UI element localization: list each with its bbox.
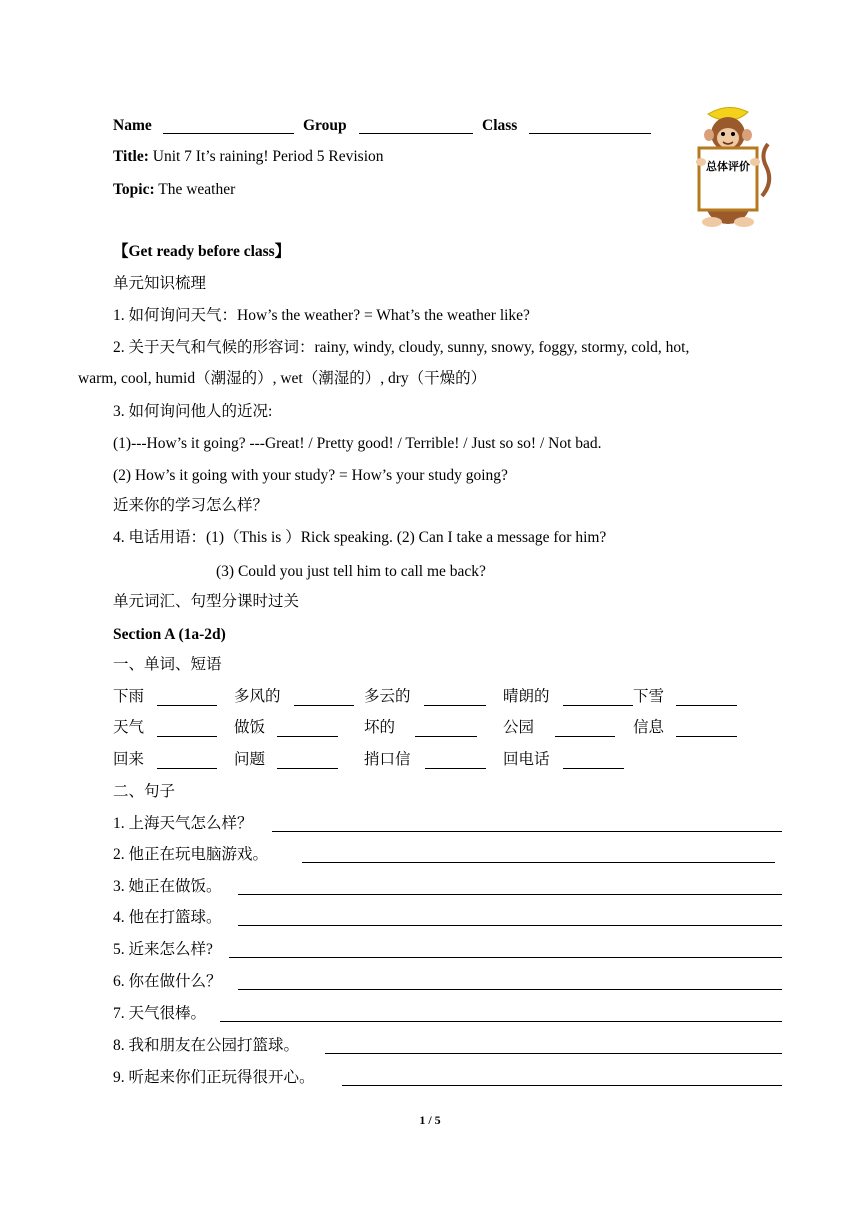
title-label: Title: xyxy=(113,148,149,165)
vocab-heading: 单元词汇、句型分课时过关 xyxy=(113,593,300,610)
evaluation-badge-text: 总体评价 xyxy=(706,160,750,173)
point-3: 3. 如何询问他人的近况: xyxy=(113,403,273,420)
vocab-word: 多云的 xyxy=(364,688,411,705)
section-a-heading: Section A (1a-2d) xyxy=(113,626,226,643)
vocab-word: 坏的 xyxy=(364,719,396,736)
group-blank[interactable] xyxy=(359,132,473,134)
sentence-prompt: 6. 你在做什么？ xyxy=(113,973,222,990)
vocab-word: 晴朗的 xyxy=(503,688,550,705)
vocab-blank[interactable] xyxy=(277,735,338,737)
vocab-blank[interactable] xyxy=(555,735,615,737)
topic-label: Topic: xyxy=(113,181,155,198)
words-heading: 一、单词、短语 xyxy=(113,656,222,673)
section-heading: 【Get ready before class】 xyxy=(113,243,291,260)
point-4-line-2: (3) Could you just tell him to call me back? xyxy=(216,563,486,580)
vocab-word: 回电话 xyxy=(503,751,550,768)
vocab-word: 天气 xyxy=(113,719,145,736)
point-2-line-2: warm, cool, humid（潮湿的）, wet（潮湿的）, dry（干燥的） xyxy=(78,370,487,387)
sentence-prompt: 8. 我和朋友在公园打篮球。 xyxy=(113,1037,300,1054)
point-1: 1. 如何询问天气：How’s the weather? = What’s the weather like? xyxy=(113,307,530,324)
answer-line[interactable] xyxy=(229,956,782,958)
vocab-word: 多风的 xyxy=(234,688,281,705)
title-line xyxy=(113,147,384,167)
sentence-prompt: 7. 天气很棒。 xyxy=(113,1005,207,1022)
class-blank[interactable] xyxy=(529,132,651,134)
answer-line[interactable] xyxy=(238,924,782,926)
vocab-blank[interactable] xyxy=(157,767,217,769)
vocab-blank[interactable] xyxy=(294,704,354,706)
vocab-word: 问题 xyxy=(234,751,266,768)
vocab-blank[interactable] xyxy=(424,704,486,706)
vocab-blank[interactable] xyxy=(277,767,338,769)
page-number: 1 / 5 xyxy=(419,1113,441,1127)
vocab-blank[interactable] xyxy=(676,735,737,737)
sentence-prompt: 5. 近来怎么样? xyxy=(113,941,213,958)
group-label: Group xyxy=(303,117,347,134)
vocab-blank[interactable] xyxy=(415,735,477,737)
class-label: Class xyxy=(482,117,518,134)
point-4-line-1: 4. 电话用语：(1)（This is ）Rick speaking. (2) Can I take a message for him? xyxy=(113,529,607,546)
vocab-word: 下雨 xyxy=(113,688,145,705)
monkey-evaluation-icon xyxy=(682,104,776,230)
vocab-blank[interactable] xyxy=(157,735,217,737)
name-label: Name xyxy=(113,117,152,134)
sentence-prompt: 1. 上海天气怎么样？ xyxy=(113,815,253,832)
vocab-blank[interactable] xyxy=(157,704,217,706)
vocab-word: 公园 xyxy=(503,719,535,736)
answer-line[interactable] xyxy=(220,1020,782,1022)
vocab-word: 信息 xyxy=(633,719,665,736)
summary-heading: 单元知识梳理 xyxy=(113,275,207,292)
answer-line[interactable] xyxy=(238,893,782,895)
vocab-word: 捎口信 xyxy=(364,751,411,768)
sentence-prompt: 3. 她正在做饭。 xyxy=(113,878,222,895)
sentence-prompt: 2. 他正在玩电脑游戏。 xyxy=(113,846,269,863)
name-blank[interactable] xyxy=(163,132,294,134)
sentence-prompt: 9. 听起来你们正玩得很开心。 xyxy=(113,1069,315,1086)
vocab-blank[interactable] xyxy=(676,704,737,706)
answer-line[interactable] xyxy=(342,1084,782,1086)
vocab-word: 下雪 xyxy=(633,688,665,705)
vocab-blank[interactable] xyxy=(563,767,624,769)
point-2-line-1: 2. 关于天气和气候的形容词：rainy, windy, cloudy, sunny, snowy, foggy, stormy, cold, hot, xyxy=(113,339,690,356)
point-3-sub-1: (1)---How’s it going? ---Great! / Pretty good! / Terrible! / Just so so! / Not bad. xyxy=(113,435,602,452)
vocab-blank[interactable] xyxy=(563,704,633,706)
title-value: Unit 7 It’s raining! Period 5 Revision xyxy=(152,148,384,165)
vocab-blank[interactable] xyxy=(425,767,486,769)
point-3-sub-2: (2) How’s it going with your study? = How’s your study going? xyxy=(113,467,508,484)
sentence-prompt: 4. 他在打篮球。 xyxy=(113,909,222,926)
answer-line[interactable] xyxy=(325,1052,782,1054)
sentences-heading: 二、句子 xyxy=(113,783,176,800)
topic-value: The weather xyxy=(158,181,236,198)
answer-line[interactable] xyxy=(238,988,782,990)
vocab-word: 做饭 xyxy=(234,719,266,736)
vocab-word: 回来 xyxy=(113,751,145,768)
point-3-sub-3: 近来你的学习怎么样？ xyxy=(113,497,269,514)
answer-line[interactable] xyxy=(272,830,782,832)
topic-line xyxy=(113,180,235,200)
answer-line[interactable] xyxy=(302,861,775,863)
